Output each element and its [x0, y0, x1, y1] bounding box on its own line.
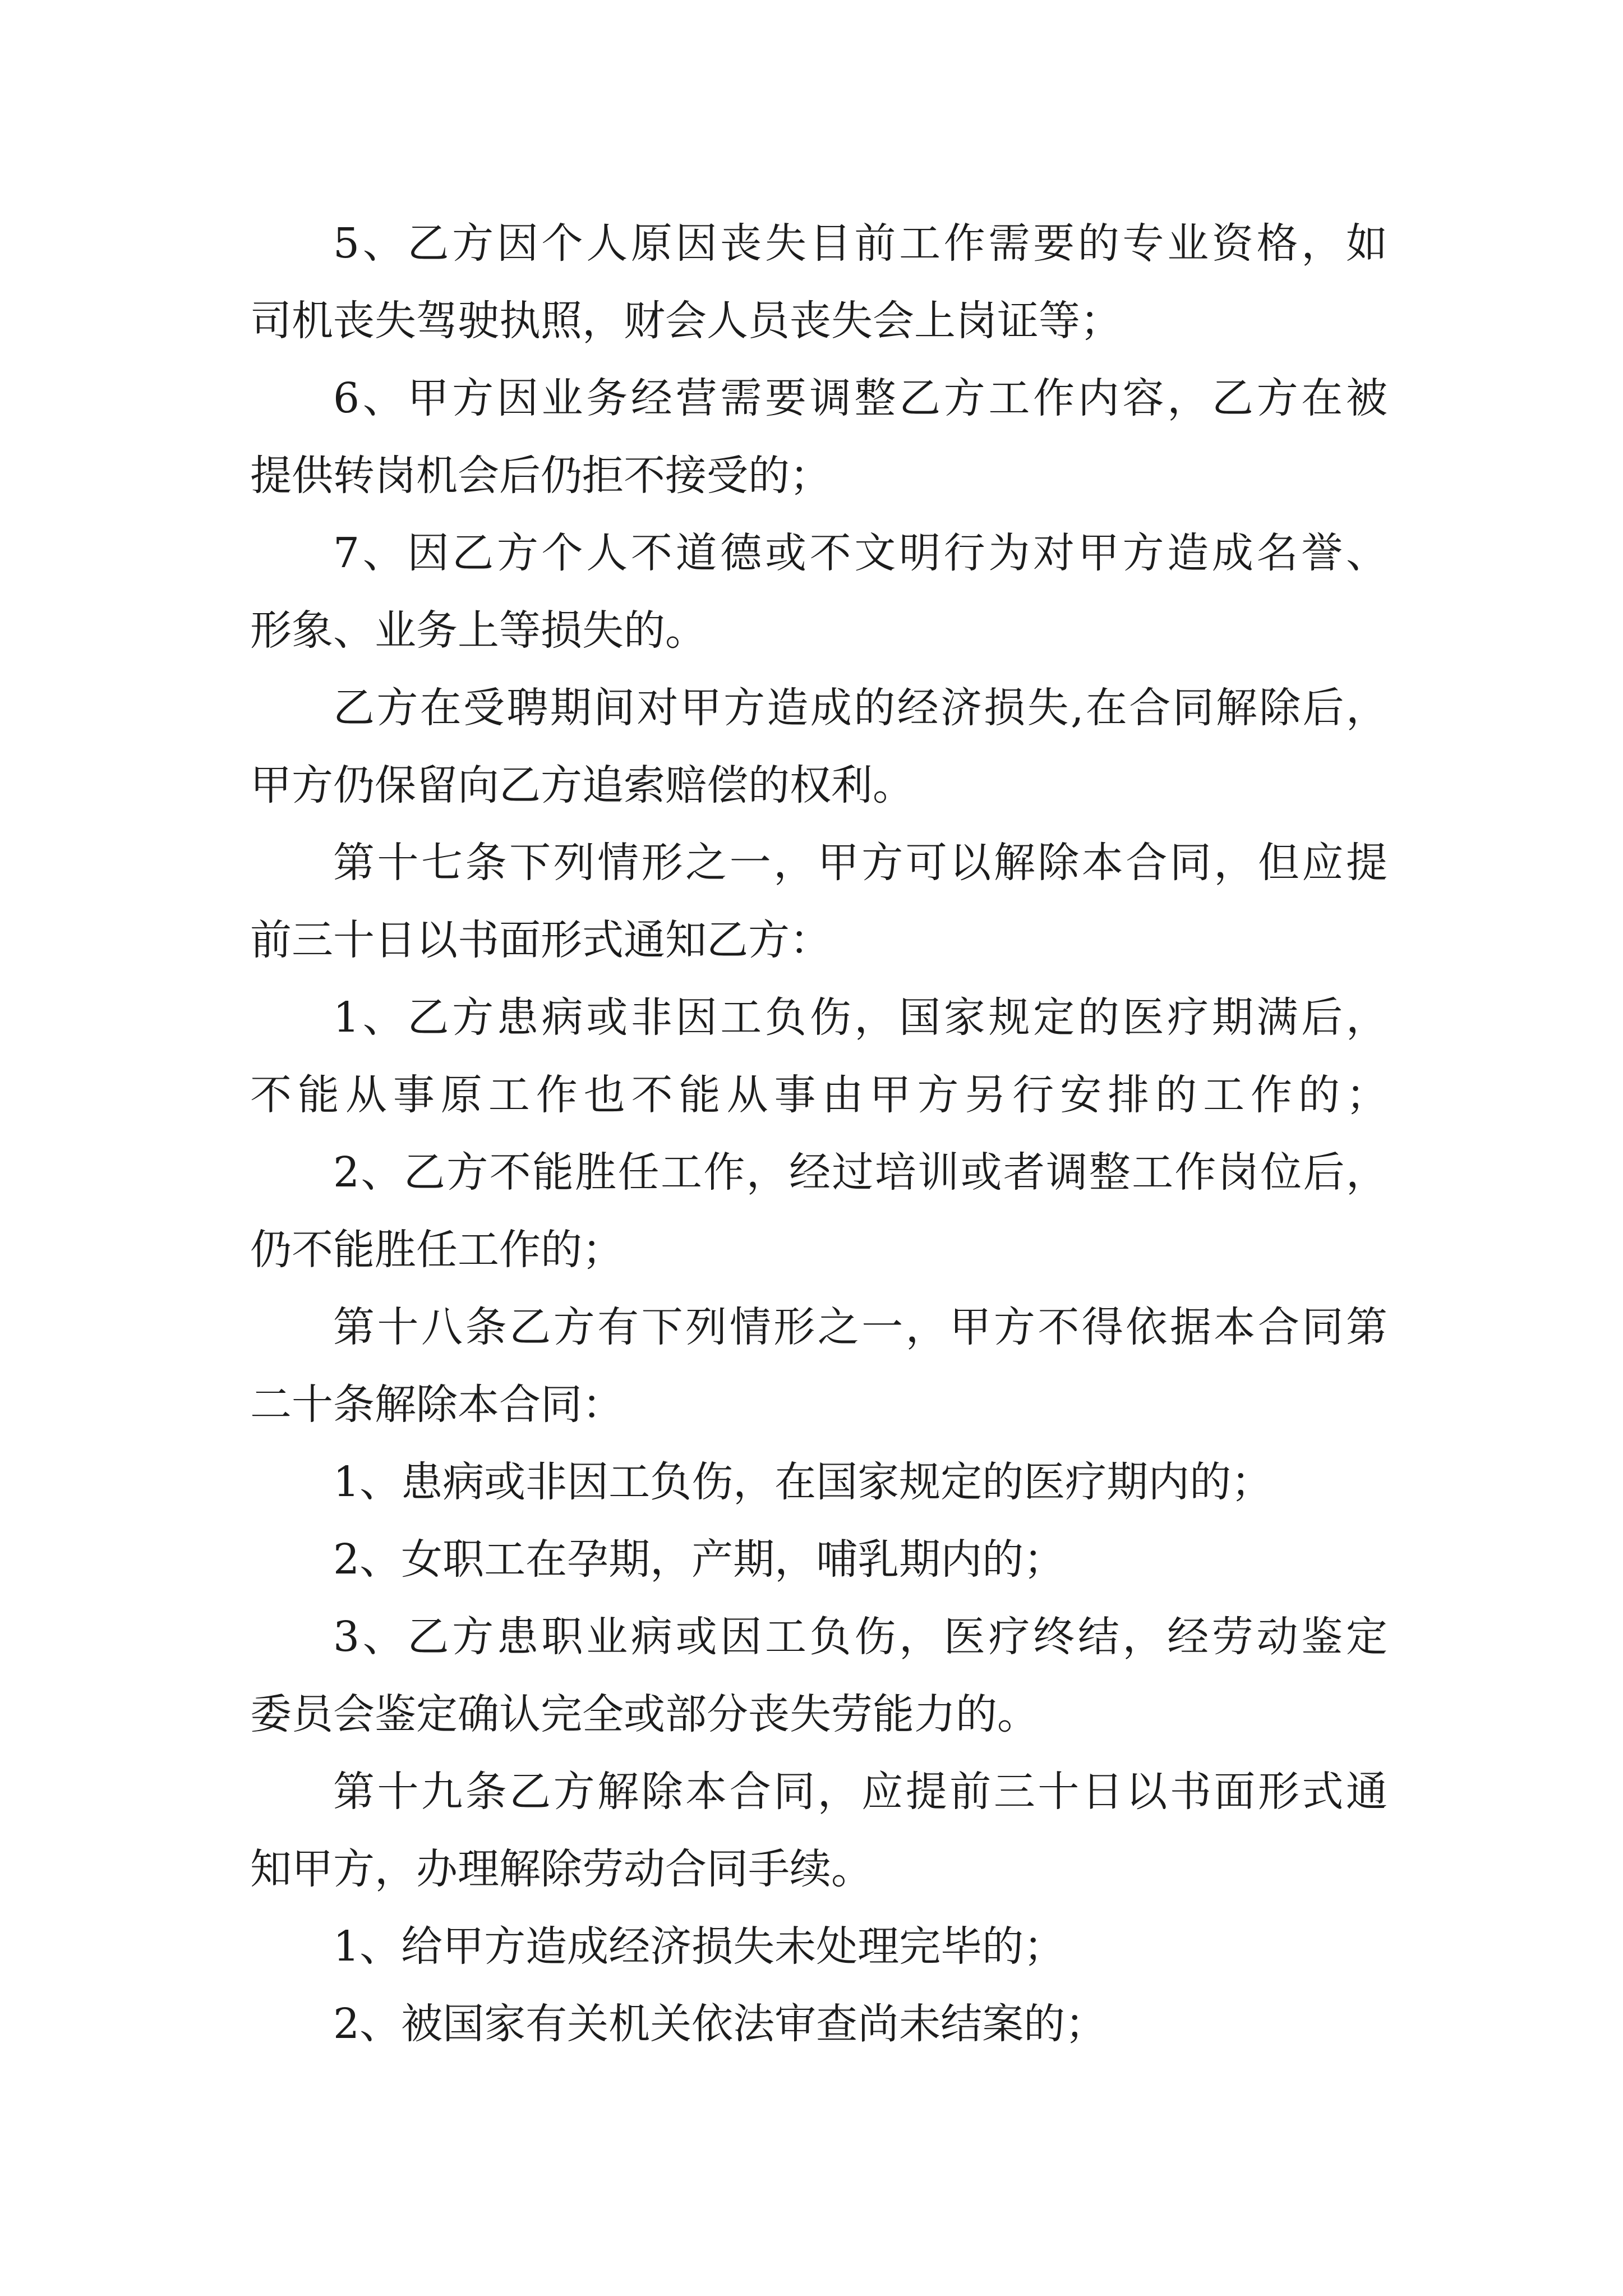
- paragraph: [250, 1134, 1387, 1289]
- paragraph: [250, 824, 1387, 979]
- text-line: 7、因乙方个人不道德或不文明行为对甲方造成名誉、: [333, 529, 1387, 577]
- text-line: 前三十日以书面形式通知乙方：: [250, 916, 831, 964]
- text-line: 第十七条下列情形之一，甲方可以解除本合同，但应提: [333, 839, 1387, 887]
- paragraph: [250, 1753, 1387, 1908]
- text-line: 第十八条乙方有下列情形之一，甲方不得依据本合同第: [333, 1303, 1387, 1351]
- text-line: 1、乙方患病或非因工负伤，国家规定的医疗期满后，: [333, 993, 1387, 1042]
- text-line: 形象、业务上等损失的。: [250, 606, 707, 655]
- text-line: 2、女职工在孕期，产期，哺乳期内的；: [333, 1535, 1066, 1584]
- paragraph: [250, 979, 1387, 1134]
- text-line: 2、被国家有关机关依法审查尚未结案的；: [333, 2000, 1107, 2048]
- paragraph: [250, 205, 1387, 360]
- text-line: 委员会鉴定确认完全或部分丧失劳能力的。: [250, 1690, 1039, 1738]
- text-line: 二十条解除本合同：: [250, 1381, 624, 1429]
- text-line: 司机丧失驾驶执照，财会人员丧失会上岗证等；: [250, 297, 1122, 345]
- text-line: 1、患病或非因工负伤，在国家规定的医疗期内的；: [333, 1458, 1273, 1506]
- document-body: [250, 205, 1387, 2063]
- text-line: 甲方仍保留向乙方追索赔偿的权利。: [250, 761, 914, 809]
- text-line: 不能从事原工作也不能从事由甲方另行安排的工作的；: [250, 1071, 1387, 1119]
- text-line: 2、乙方不能胜任工作，经过培训或者调整工作岗位后，: [333, 1148, 1387, 1197]
- text-line: 第十九条乙方解除本合同，应提前三十日以书面形式通: [333, 1768, 1387, 1816]
- text-line: 仍不能胜任工作的；: [250, 1226, 624, 1274]
- paragraph: [250, 360, 1387, 514]
- text-line: 知甲方，办理解除劳动合同手续。: [250, 1845, 873, 1893]
- paragraph: [250, 514, 1387, 669]
- text-line: 1、给甲方造成经济损失未处理完毕的；: [333, 1922, 1066, 1971]
- text-line: 3、乙方患职业病或因工负伤，医疗终结，经劳动鉴定: [333, 1613, 1387, 1661]
- paragraph: [250, 1443, 1387, 1521]
- paragraph: [250, 1521, 1387, 1598]
- paragraph: [250, 1908, 1387, 1985]
- paragraph: [250, 669, 1387, 824]
- paragraph: [250, 1598, 1387, 1753]
- text-line: 5、乙方因个人原因丧失目前工作需要的专业资格，如: [333, 219, 1387, 268]
- paragraph: [250, 1289, 1387, 1443]
- text-line: 6、甲方因业务经营需要调整乙方工作内容，乙方在被: [333, 374, 1387, 422]
- text-line: 乙方在受聘期间对甲方造成的经济损失,在合同解除后，: [333, 684, 1387, 732]
- text-line: 提供转岗机会后仍拒不接受的；: [250, 452, 831, 500]
- paragraph: [250, 1985, 1387, 2063]
